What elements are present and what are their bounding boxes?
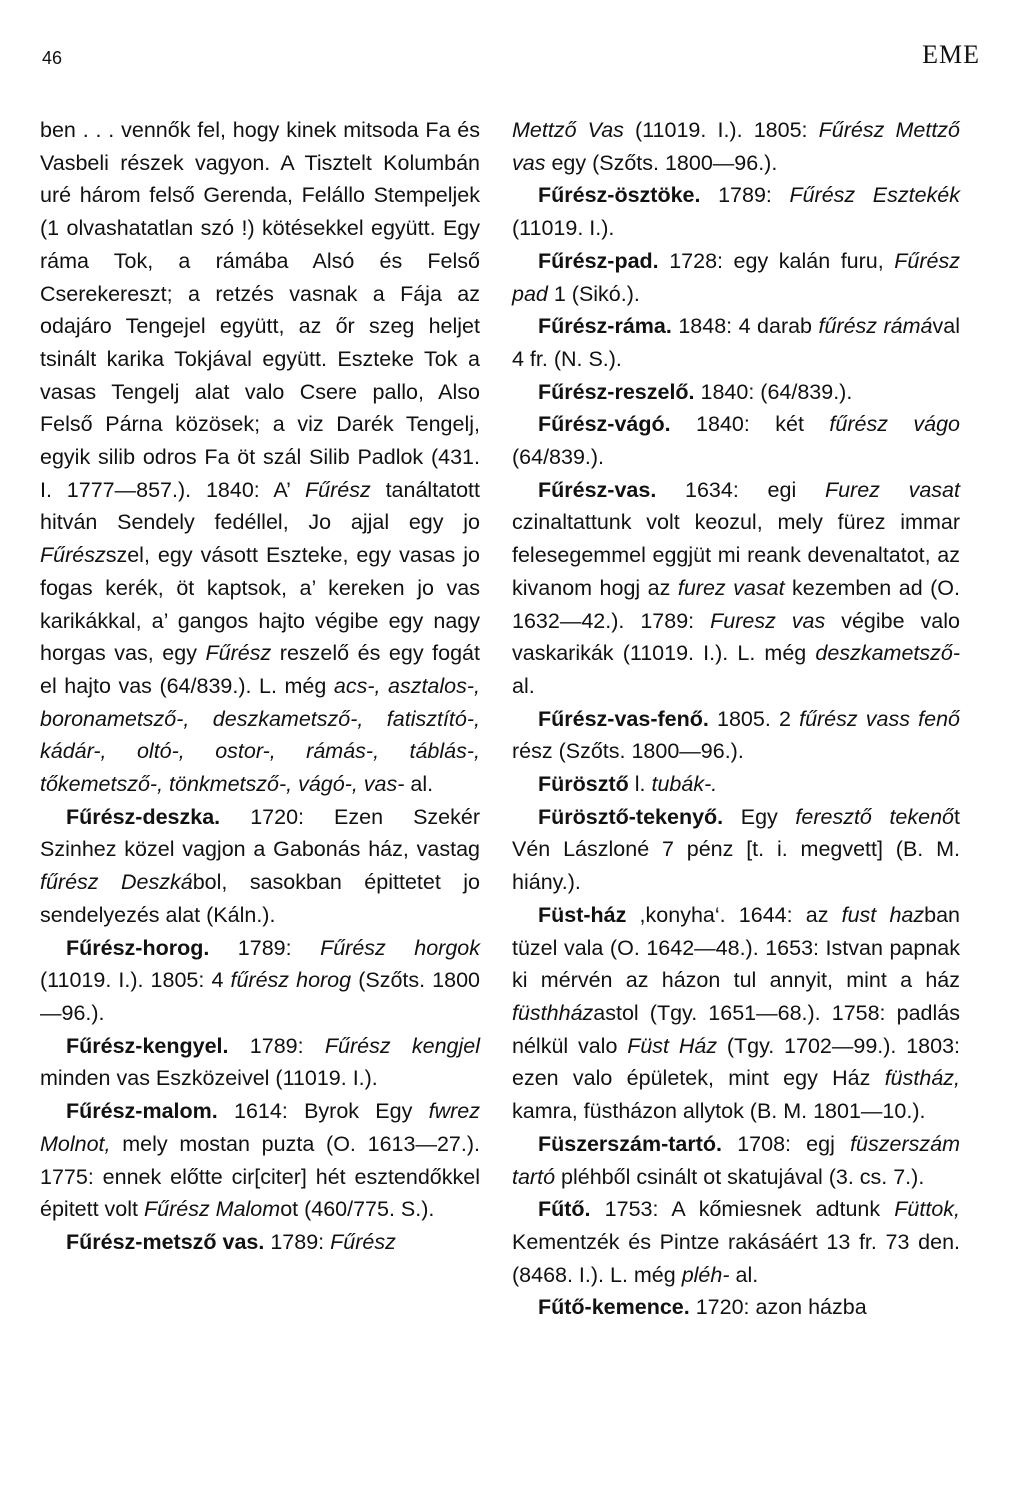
entry-headword: Fűrész-ösztöke. (538, 183, 701, 208)
entry-headword: Fűrész-vas. (538, 477, 657, 502)
dictionary-entry (512, 1193, 960, 1291)
dictionary-entry (512, 899, 960, 1128)
italic-text: tubák-. (651, 772, 718, 797)
dictionary-entry (512, 703, 960, 768)
entry-text: szel, egy vásott Eszteke, egy vasas jo fogas kerék, öt kaptsok, a’ kereken jo vas karikákkal, a’ gangos hajto végibe egy nagy horgas vas, egy (40, 543, 480, 666)
dictionary-entry (512, 408, 960, 473)
italic-text: Fűrész (305, 477, 371, 502)
entry-text: al. (729, 1262, 759, 1287)
italic-text: furez vasat (677, 575, 785, 600)
italic-text: fűrész Deszká (40, 870, 193, 895)
dictionary-entry (512, 474, 960, 703)
italic-text: Fűrész horgok (320, 935, 481, 960)
entry-text: reszelő és egy fogát el hajto vas (64/839.). L. még (40, 641, 480, 698)
italic-text: Fűrész pad (512, 248, 960, 306)
entry-text: val 4 fr. (N. S.). (512, 314, 960, 371)
dictionary-entry (512, 1128, 960, 1193)
left-column (40, 114, 480, 1259)
entry-text: minden vas Eszközeivel (11019. I.). (40, 1066, 378, 1091)
entry-text: 1789: (209, 935, 321, 960)
entry-text: 1634: egi (656, 477, 825, 502)
italic-text: Fűrész (205, 641, 272, 666)
right-column (512, 114, 960, 1324)
entry-text: 1789: (264, 1229, 331, 1254)
italic-text: fűrész vass fenő (799, 706, 961, 731)
entry-text: 1789: (228, 1033, 325, 1058)
dictionary-entry (40, 114, 480, 801)
entry-headword: Fűrész-malom. (66, 1099, 218, 1124)
dictionary-entry (512, 376, 960, 409)
entry-text: al. (404, 772, 434, 797)
entry-headword: Fűrész-pad. (538, 248, 659, 273)
entry-text: rész (Szőts. 1800—96.). (512, 739, 744, 764)
entry-text: kezemben ad (O. 1632—42.). 1789: (512, 575, 960, 633)
entry-headword: Füst-ház (538, 902, 627, 927)
italic-text: Füst Ház (627, 1033, 718, 1058)
entry-text: 1805. 2 (708, 706, 800, 731)
dictionary-entry (512, 114, 960, 179)
entry-text: 1789: (700, 183, 790, 208)
entry-headword: Fűrész-reszelő. (538, 379, 695, 404)
entry-text: 1840: (64/839.). (694, 379, 853, 404)
entry-headword: Fűrész-ráma. (538, 314, 672, 339)
italic-text: fust haz (841, 902, 925, 927)
italic-text: Fűrész Mettző vas (512, 118, 960, 175)
entry-text: tanáltatott hitván Sendely fedéllel, Jo ajjal egy jo (40, 477, 480, 535)
italic-text: feresztő tekenő (795, 804, 955, 829)
entry-text: 1840: két (670, 412, 830, 437)
entry-text: (Tgy. 1702—99.). 1803: ezen valo épületek, mint egy Ház (512, 1033, 960, 1091)
entry-text: pléhből csinált ot skatujával (3. cs. 7.). (555, 1164, 925, 1189)
entry-headword: Fürösztő (538, 772, 629, 797)
entry-text: (Szőts. 1800—96.). (40, 968, 480, 1025)
dictionary-entry (40, 1226, 480, 1259)
entry-text: (11019. I.). (512, 216, 615, 241)
italic-text: Fűrész kengjel (324, 1033, 480, 1058)
italic-text: fwrez Molnot, (40, 1099, 480, 1156)
entry-text: 1753: A kőmiesnek adtunk (590, 1197, 895, 1222)
italic-text: Fűrész Malom (143, 1197, 281, 1222)
entry-headword: Fűrész-metsző vas. (66, 1229, 265, 1254)
dictionary-entry (40, 1030, 480, 1095)
entry-text: 1728: egy kalán furu, (658, 248, 895, 273)
italic-text: füsthház (512, 1000, 594, 1025)
entry-text: végibe valo vaskarikák (11019. I.). L. még (512, 608, 960, 666)
dictionary-entry (40, 932, 480, 1030)
entry-text: ,konyha‘. 1644: az (626, 902, 842, 927)
italic-text: Furez vasat (824, 477, 960, 502)
entry-headword: Fűrész-deszka. (66, 804, 221, 829)
entry-text: (11019. I.). 1805: (623, 118, 819, 142)
entry-text: Egy (723, 804, 796, 829)
dictionary-entry (512, 310, 960, 375)
italic-text: fűrész horog (230, 968, 352, 993)
italic-text: fűrész rámá (818, 314, 933, 339)
entry-text: 1720: Ezen Szekér Szinhez közel vagjon a Gabonás ház, vastag (40, 804, 480, 862)
entry-text: 1848: 4 darab (671, 314, 819, 339)
entry-headword: Fűrész-vas-fenő. (538, 706, 709, 731)
entry-text: (11019. I.). 1805: 4 (40, 968, 231, 993)
entry-headword: Füszerszám-tartó. (538, 1131, 722, 1156)
entry-text: 1 (Sikó.). (547, 281, 640, 306)
entry-text: t Vén Lászloné 7 pénz [t. i. megvett] (B. M. hiány.). (512, 804, 960, 895)
dictionary-entry (512, 1291, 960, 1324)
entry-text: 1720: azon házba (689, 1295, 867, 1320)
entry-text: ot (460/775. S.). (280, 1197, 435, 1222)
entry-text: l. (628, 772, 652, 797)
entry-text: ban tüzel vala (O. 1642—48.). 1653: Istvan papnak ki mérvén az házon tul annyit, mint a ház (512, 902, 960, 993)
entry-text: Kementzék és Pintze rakásáért 13 fr. 73 den. (8468. I.). L. még (512, 1229, 960, 1287)
italic-text: füstház, (884, 1066, 960, 1091)
entry-text: o Stempeljek (1 olvashatatlan szó !) kötésekkel együtt. Egy ráma Tok, a rámába Alsó és Felső Cserekereszt; a retzés vasnak a Fája az odajáro Tengejel együtt, az őr szeg heljet tsinált karika Tokjával együtt. Eszteke Tok a vasas Tengelj alat valo Csere pallo, Also Felső Párna közösek; a viz Darék Tengelj, egyik silib odros Fa öt szál Silib Padlok (431. I. 1777—857.). 1840: A’ (40, 183, 480, 502)
entry-text: ben . . . vennők fel, hogy kinek mitsoda Fa és Vasbeli részek vagyon. A Tisztelt Kolumbán uré három felső Gerenda, Feláll (40, 118, 480, 208)
entry-text: egy (Szőts. 1800—96.). (545, 150, 778, 175)
italic-text: fűrész vágo (829, 412, 960, 437)
italic-text: Fűrész (330, 1229, 396, 1254)
entry-headword: Fűrész-vágó. (538, 412, 671, 437)
entry-text: czinaltattunk volt keozul, mely fürez immar felesegemmel eggjüt mi reank devenaltatot, az kivanom hogj az (512, 510, 960, 600)
italic-text: Furesz vas (710, 608, 826, 633)
dictionary-entry (512, 768, 960, 801)
entry-headword: Fűrész-horog. (66, 935, 210, 960)
entry-text: kamra, füstházon allytok (B. M. 1801—10.). (512, 1099, 926, 1124)
italic-text: Mettző Vas (512, 118, 624, 142)
entry-text: 1614: Byrok Egy (217, 1099, 429, 1124)
entry-headword: Fűtő. (538, 1197, 591, 1222)
entry-headword: Fürösztő-tekenyő. (538, 804, 724, 829)
entry-text: astol (Tgy. 1651—68.). 1758: padlás nélkül valo (512, 1000, 960, 1058)
entry-headword: Fűtő-kemence. (538, 1295, 690, 1320)
running-title: EME (922, 40, 980, 69)
italic-text: pléh- (681, 1262, 730, 1287)
dictionary-entry (512, 245, 960, 310)
italic-text: Füttok, (894, 1197, 960, 1222)
entry-text: mely mostan puzta (O. 1613—27.). 1775: ennek előtte cir[citer] hét esztendőkkel épitett volt (40, 1131, 480, 1222)
entry-headword: Fűrész-kengyel. (66, 1033, 229, 1058)
dictionary-entry (512, 179, 960, 244)
italic-text: Fűrész Esztekék (789, 183, 960, 208)
dictionary-entry (40, 1095, 480, 1226)
italic-text: acs-, asztalos-, boronametsző-, deszkametsző-, fatisztító-, kádár-, oltó-, ostor-, rámás-, táblás-, tőkemetsző-, tönkmetsző-, vágó-, vas- (40, 673, 480, 797)
entry-text: bol, sasokban épittetet jo sendelyezés alat (Káln.). (40, 870, 480, 927)
italic-text: füszerszám tartó (512, 1131, 960, 1189)
dictionary-entry (40, 801, 480, 932)
page-number: 46 (42, 48, 63, 68)
entry-text: 1708: egj (722, 1131, 851, 1156)
entry-text: (64/839.). (512, 445, 605, 470)
dictionary-entry (512, 801, 960, 899)
entry-text: al. (512, 673, 535, 698)
italic-text: deszkametsző- (815, 641, 960, 666)
italic-text: Fűrész (40, 543, 106, 568)
